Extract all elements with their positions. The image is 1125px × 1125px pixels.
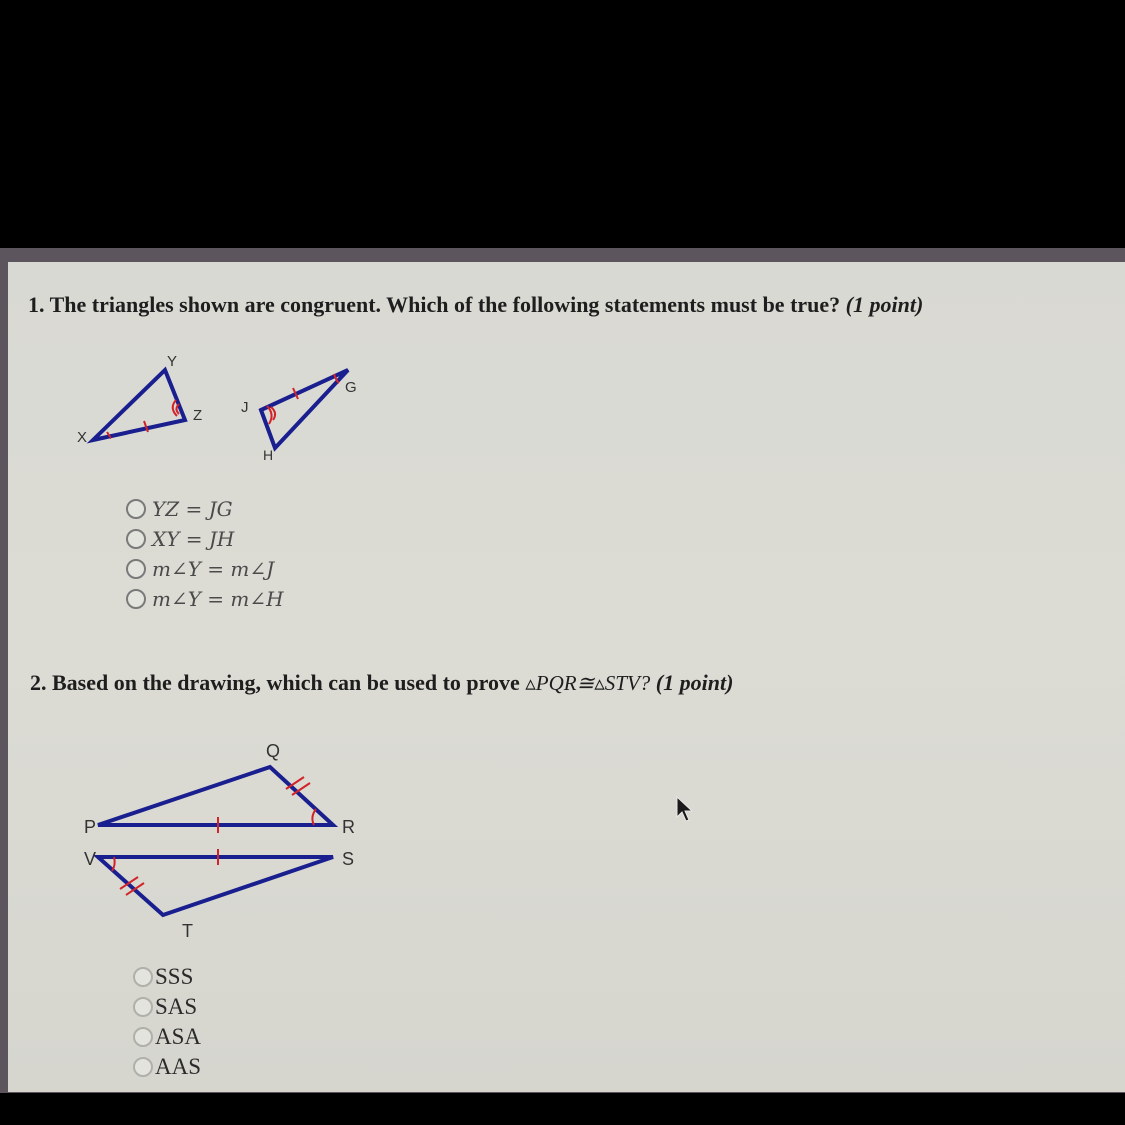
- vertex-label-s: S: [342, 849, 355, 869]
- vertex-label-h: H: [263, 447, 274, 462]
- radio-button[interactable]: [126, 559, 146, 579]
- choice-label: YZ = JG: [152, 497, 233, 521]
- vertex-label-j: J: [241, 399, 249, 416]
- radio-button[interactable]: [133, 997, 153, 1017]
- question-1-points: (1 point): [845, 292, 924, 317]
- radio-button[interactable]: [133, 967, 153, 987]
- radio-button[interactable]: [133, 1057, 153, 1077]
- vertex-label-p: P: [84, 817, 97, 837]
- radio-button[interactable]: [126, 499, 146, 519]
- triangle-xyz: [93, 370, 185, 440]
- choice-2d[interactable]: [133, 1052, 201, 1082]
- quiz-page: [8, 262, 1125, 1092]
- radio-button[interactable]: [126, 529, 146, 549]
- question-1-number: 1.: [28, 292, 45, 317]
- vertex-label-g: G: [345, 379, 357, 396]
- question-1-text: The triangles shown are congruent. Which of the following statements must be true?: [49, 292, 841, 317]
- question-2-title: [30, 670, 733, 696]
- choice-1b[interactable]: [126, 524, 284, 554]
- vertex-label-v: V: [84, 849, 97, 869]
- choice-1a[interactable]: [126, 494, 284, 524]
- question-2-number: 2.: [30, 670, 47, 695]
- choice-label: SAS: [155, 994, 198, 1019]
- choice-label: SSS: [155, 964, 194, 989]
- question-mark: ?: [639, 671, 651, 695]
- question-2-points: (1 point): [655, 670, 734, 695]
- choice-label: ASA: [155, 1024, 202, 1049]
- vertex-label-q: Q: [266, 741, 281, 761]
- question-1-choices: [126, 494, 284, 614]
- choice-label: m∠Y = m∠H: [152, 587, 284, 611]
- question-1-figure: [63, 352, 383, 462]
- radio-button[interactable]: [126, 589, 146, 609]
- question-2-figure: [68, 737, 378, 947]
- radio-button[interactable]: [133, 1027, 153, 1047]
- mouse-cursor-icon: [675, 795, 697, 825]
- question-2-choices: [133, 962, 201, 1082]
- angle-arc-v: [112, 857, 115, 871]
- choice-2a[interactable]: [133, 962, 201, 992]
- vertex-label-r: R: [342, 817, 355, 837]
- angle-arc-r: [312, 809, 316, 825]
- vertex-label-z: Z: [193, 407, 203, 424]
- choice-label: AAS: [155, 1054, 202, 1079]
- choice-2b[interactable]: [133, 992, 201, 1022]
- choice-1c[interactable]: [126, 554, 284, 584]
- choice-2c[interactable]: [133, 1022, 201, 1052]
- triangle-vst: [98, 857, 333, 915]
- question-2-text: Based on the drawing, which can be used to prove: [52, 670, 520, 695]
- congruence-notation: ▵PQR≅▵STV: [525, 671, 640, 695]
- question-1-title: [28, 292, 923, 318]
- triangle-pqr: [98, 767, 333, 825]
- choice-1d[interactable]: [126, 584, 284, 614]
- vertex-label-x: X: [77, 429, 88, 446]
- vertex-label-y: Y: [167, 353, 178, 370]
- choice-label: m∠Y = m∠J: [152, 557, 275, 581]
- choice-label: XY = JH: [152, 527, 235, 551]
- vertex-label-t: T: [182, 921, 193, 941]
